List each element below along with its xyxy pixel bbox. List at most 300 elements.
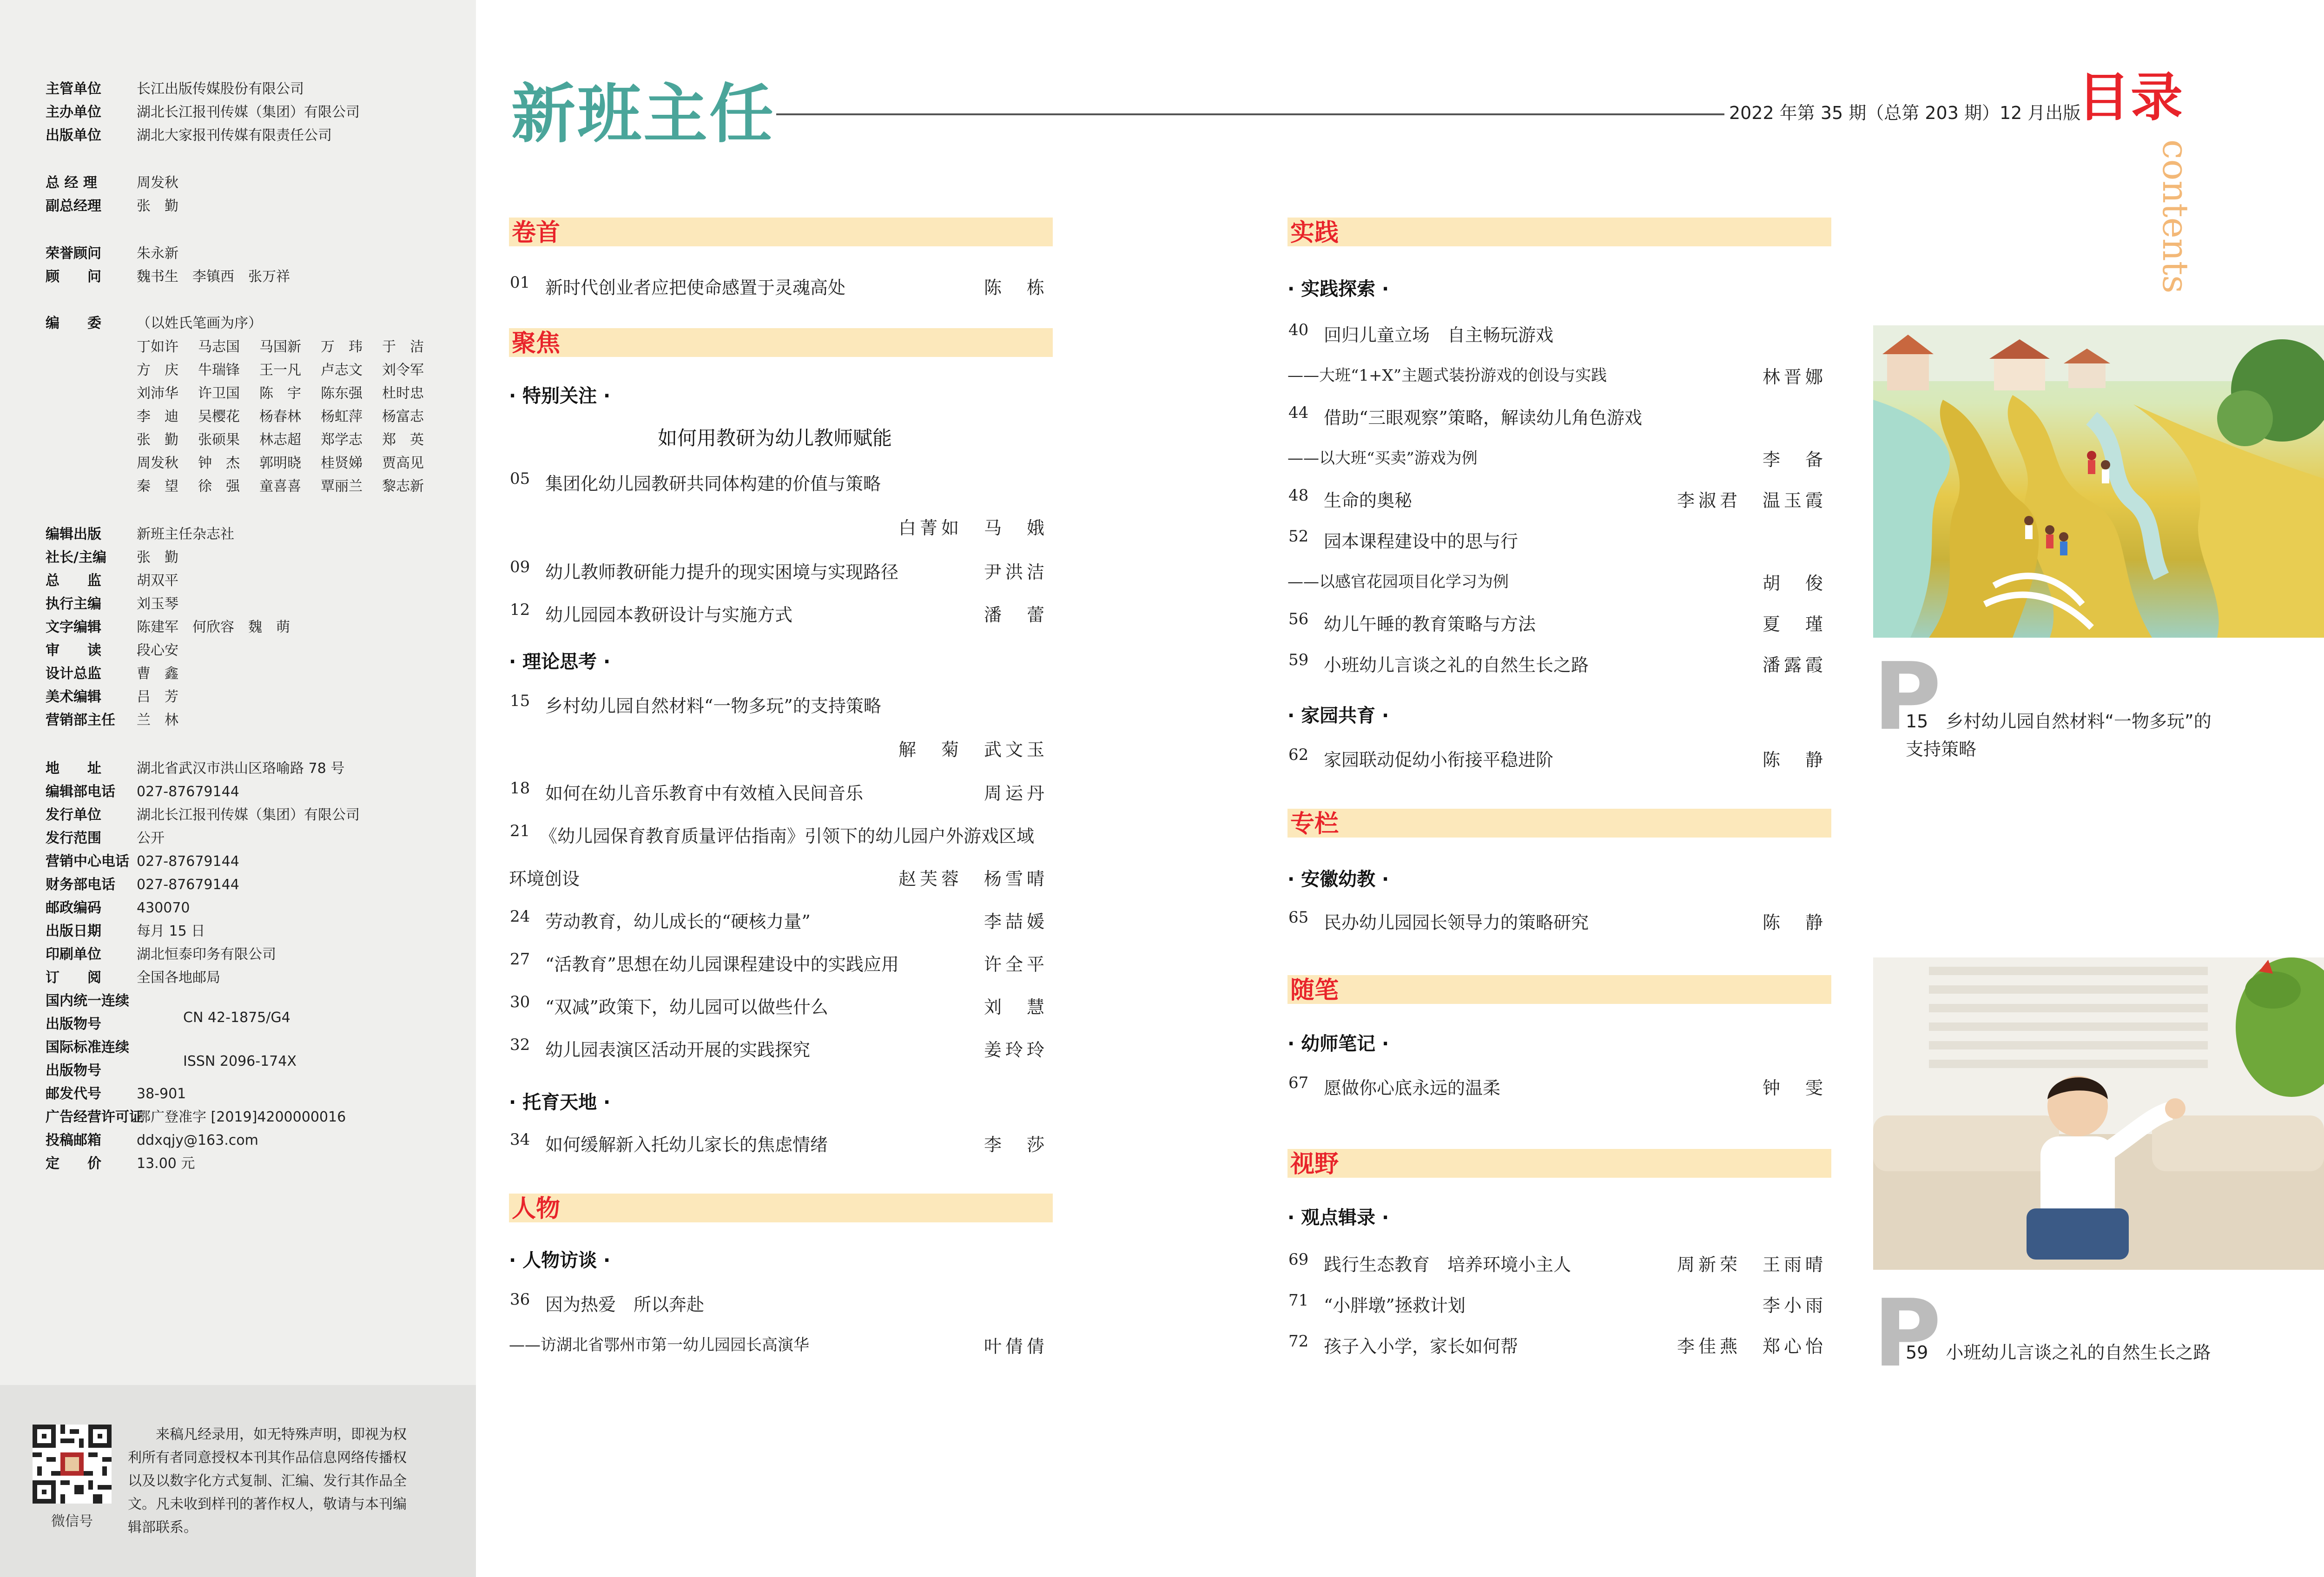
- qr-caption: 微信号: [51, 1513, 93, 1530]
- entry-title: 家园联动促幼小衔接平稳进阶: [1324, 750, 1554, 770]
- village-illustration-icon: [1873, 325, 2324, 638]
- editor-name: 杨春林: [259, 409, 301, 425]
- editor-name: 贾高见: [382, 455, 424, 471]
- entry-author: 陈 栋: [984, 277, 1048, 298]
- info-row: [46, 80, 304, 99]
- info-value: 湖北恒泰印务有限公司: [137, 946, 276, 963]
- section-title: 实践: [1290, 219, 1339, 247]
- info-label: 国际标准连续: [46, 1039, 129, 1056]
- toc-entry[interactable]: [509, 469, 1053, 497]
- editor-name: 周发秋: [137, 455, 178, 471]
- page-number: 44: [1288, 403, 1309, 422]
- entry-title: 回归儿童立场 自主畅玩游戏: [1324, 325, 1554, 345]
- toc-entry[interactable]: [1287, 908, 1831, 936]
- entry-subtitle: ——以大班“买卖”游戏为例: [1287, 449, 1478, 468]
- info-value: ISSN 2096-174X: [183, 1053, 297, 1069]
- info-label: 定 价: [46, 1155, 101, 1172]
- page-number: 09: [510, 558, 530, 576]
- section-title: 视野: [1290, 1150, 1339, 1178]
- toc-entry-subtitle: [1287, 569, 1831, 597]
- entry-author: 林晋娜: [1762, 367, 1827, 387]
- info-value: 长江出版传媒股份有限公司: [137, 81, 304, 97]
- info-value: 027-87679144: [137, 853, 239, 870]
- entry-title: 乡村幼儿园自然材料“一物多玩”的支持策略: [545, 696, 881, 716]
- toc-entry[interactable]: [1287, 610, 1831, 638]
- info-value: 430070: [137, 900, 190, 916]
- info-value: 兰 林: [137, 712, 178, 728]
- info-row: [46, 899, 190, 917]
- entry-title: “小胖墩”拯救计划: [1324, 1295, 1466, 1316]
- info-value: 湖北省武汉市洪山区珞喻路 78 号: [137, 760, 345, 777]
- toc-entry[interactable]: [1287, 1250, 1831, 1278]
- info-label: 总 经 理: [46, 175, 97, 191]
- section-title: 随笔: [1290, 977, 1339, 1004]
- info-value: 湖北长江报刊传媒（集团）有限公司: [137, 104, 360, 120]
- qr-code-icon: [33, 1425, 112, 1504]
- entry-author: 李佳燕 郑心怡: [1677, 1336, 1827, 1357]
- info-value: 38-901: [137, 1086, 186, 1102]
- section-title: 聚焦: [512, 330, 561, 357]
- caption-line: 支持策略: [1906, 739, 1977, 759]
- entry-title: 愿做你心底永远的温柔: [1324, 1078, 1501, 1098]
- toc-entry[interactable]: [509, 907, 1053, 935]
- entry-title: 劳动教育，幼儿成长的“硬核力量”: [545, 911, 811, 932]
- info-row: [183, 1009, 290, 1027]
- info-value: 刘玉琴: [137, 596, 178, 612]
- info-value: 胡双平: [137, 573, 178, 589]
- page-number: 30: [510, 993, 530, 1011]
- page-number: 62: [1288, 746, 1309, 764]
- entry-title: 园本课程建设中的思与行: [1324, 531, 1519, 552]
- info-row: [46, 969, 220, 987]
- editor-name: 张硕果: [198, 432, 240, 448]
- entry-title: 因为热爱 所以奔赴: [545, 1294, 705, 1315]
- info-label: 编辑部电话: [46, 784, 115, 800]
- toc-entry[interactable]: [509, 1130, 1053, 1158]
- info-value: ddxqjy@163.com: [137, 1132, 258, 1148]
- contents-heading: 目录: [2078, 67, 2184, 128]
- editors-row: [137, 359, 443, 382]
- toc-entry[interactable]: [509, 692, 1053, 719]
- subsection-title: · 家园共育 ·: [1287, 705, 1389, 726]
- info-value: 全国各地邮局: [137, 970, 220, 986]
- editor-name: 牛瑞锋: [198, 362, 240, 378]
- info-value: 公开: [137, 830, 165, 846]
- entry-author: 陈 静: [1762, 912, 1827, 933]
- toc-entry-author-line: [509, 514, 1053, 541]
- info-value: 张 勤: [137, 549, 178, 566]
- toc-entry[interactable]: [1287, 486, 1831, 514]
- info-label: 国内统一连续: [46, 993, 129, 1009]
- info-value: 湖北大家报刊传媒有限责任公司: [137, 127, 332, 144]
- toc-entry[interactable]: [509, 558, 1053, 586]
- info-row: [46, 268, 290, 286]
- editor-name: 马国新: [259, 339, 301, 355]
- info-row: [46, 922, 205, 941]
- toc-entry[interactable]: [1287, 1291, 1831, 1319]
- toc-entry[interactable]: [1287, 527, 1831, 555]
- info-value: 新班主任杂志社: [137, 526, 234, 542]
- info-value: 朱永新: [137, 245, 178, 262]
- info-row: [46, 829, 165, 848]
- editor-name: 王一凡: [259, 362, 301, 378]
- caption-p-letter: P: [1873, 1280, 1941, 1388]
- toc-entry-subtitle: [1287, 445, 1831, 473]
- editor-name: 陈 宇: [259, 385, 301, 402]
- toc-entry-author-line: [509, 735, 1053, 763]
- info-label: 文字编辑: [46, 619, 101, 635]
- info-row: [46, 548, 178, 567]
- info-value: 13.00 元: [137, 1155, 195, 1172]
- info-label: 编辑出版: [46, 526, 101, 542]
- info-label: 出版物号: [46, 1016, 101, 1032]
- editor-name: 覃丽兰: [321, 478, 363, 495]
- info-row: [46, 103, 360, 122]
- info-label: 主管单位: [46, 81, 101, 97]
- editor-name: 许卫国: [198, 385, 240, 402]
- info-row: [46, 876, 239, 894]
- editor-name: 杨虹萍: [321, 409, 363, 425]
- info-row: [46, 759, 344, 778]
- header-rule: [776, 113, 1724, 115]
- toc-entry[interactable]: [1287, 321, 1831, 349]
- entry-author: 夏 瑾: [1762, 614, 1827, 634]
- info-value: CN 42-1875/G4: [183, 1010, 290, 1026]
- entry-title: 幼儿午睡的教育策略与方法: [1324, 614, 1536, 634]
- toc-entry[interactable]: [1287, 403, 1831, 431]
- entry-author: 尹洪洁: [984, 562, 1048, 582]
- page-number: 32: [510, 1036, 530, 1054]
- info-row: [46, 665, 178, 683]
- info-label: 广告经营许可证: [46, 1109, 143, 1125]
- info-row: [46, 1131, 258, 1150]
- editors-row: [137, 475, 443, 498]
- subsection-title: · 托育天地 ·: [509, 1092, 611, 1113]
- entry-subtitle: ——以感官花园项目化学习为例: [1287, 573, 1509, 591]
- editors-row: [137, 429, 443, 452]
- info-value: 吕 芳: [137, 689, 178, 705]
- entry-author: 李淑君 温玉霞: [1677, 490, 1827, 511]
- page-number: 65: [1288, 908, 1309, 927]
- info-row: [46, 945, 276, 964]
- page-number: 27: [510, 950, 530, 969]
- toc-entry[interactable]: [1287, 651, 1831, 679]
- entry-title: 孩子入小学，家长如何帮: [1324, 1336, 1519, 1357]
- info-label: 美术编辑: [46, 689, 101, 705]
- info-label: 财务部电话: [46, 877, 115, 893]
- entry-title: “双减”政策下，幼儿园可以做些什么: [545, 997, 828, 1017]
- info-label: 总 监: [46, 573, 101, 589]
- toc-entry[interactable]: [509, 779, 1053, 807]
- entry-author: 刘 慧: [984, 997, 1048, 1017]
- entry-title-continued: 环境创设: [509, 869, 580, 889]
- info-row: [46, 1108, 346, 1127]
- editor-name: 黎志新: [382, 478, 424, 495]
- page-number: 67: [1288, 1074, 1309, 1092]
- entry-author: 陈 静: [1762, 750, 1827, 770]
- subsection-title: · 观点辑录 ·: [1287, 1207, 1389, 1228]
- info-value: 曹 鑫: [137, 666, 178, 682]
- feature-topic: 如何用教研为幼儿教师赋能: [658, 427, 892, 449]
- page-number: 24: [510, 907, 530, 926]
- page-number: 72: [1288, 1332, 1309, 1351]
- entry-subtitle: ——访湖北省鄂州市第一幼儿园园长高演华: [509, 1336, 809, 1354]
- editor-name: 钟 杰: [198, 455, 240, 471]
- info-value: 鄂广登准字 [2019]4200000016: [137, 1109, 346, 1125]
- toc-entry[interactable]: [509, 273, 1053, 301]
- subsection-title: · 理论思考 ·: [509, 651, 611, 673]
- page-number: 01: [510, 273, 530, 292]
- editors-note: （以姓氏笔画为序）: [137, 315, 262, 331]
- toc-entry[interactable]: [509, 993, 1053, 1021]
- info-label: 审 读: [46, 642, 101, 659]
- entry-title: 如何在幼儿音乐教育中有效植入民间音乐: [545, 783, 864, 804]
- section-header: [1287, 1149, 1831, 1178]
- editor-name: 刘令军: [382, 362, 424, 378]
- section-title: 卷首: [512, 219, 561, 247]
- page-number: 71: [1288, 1291, 1309, 1310]
- info-label: 荣誉顾问: [46, 245, 101, 262]
- editor-name: 郭明晓: [259, 455, 301, 471]
- section-title: 专栏: [1290, 810, 1339, 838]
- subsection-title: · 幼师笔记 ·: [1287, 1033, 1389, 1055]
- editors-row: [137, 405, 443, 429]
- section-header: [1287, 809, 1831, 838]
- page-number: 69: [1288, 1250, 1309, 1269]
- section-header: [509, 328, 1053, 357]
- info-label: 出版单位: [46, 127, 101, 144]
- info-label: 社长/主编: [46, 549, 106, 566]
- entry-title: 如何缓解新入托幼儿家长的焦虑情绪: [545, 1135, 828, 1155]
- info-row: [46, 688, 178, 706]
- info-value: 段心安: [137, 642, 178, 659]
- editor-name: 马志国: [198, 339, 240, 355]
- editor-name: 林志超: [259, 432, 301, 448]
- info-row: [46, 783, 239, 801]
- page-number: 36: [510, 1290, 530, 1309]
- info-row: [46, 1085, 186, 1103]
- page-number: 12: [510, 600, 530, 619]
- entry-title: 《幼儿园保育教育质量评估指南》引领下的幼儿园户外游戏区域: [540, 826, 1035, 846]
- info-row: [46, 572, 178, 590]
- issue-info: 2022 年第 35 期（总第 203 期）12 月出版: [1729, 103, 2081, 123]
- info-value: 魏书生 李镇西 张万祥: [137, 269, 290, 285]
- section-header: [509, 218, 1053, 246]
- info-label: 顾 问: [46, 269, 101, 285]
- entry-author: 叶倩倩: [984, 1336, 1048, 1357]
- entry-author: 姜玲玲: [984, 1040, 1048, 1060]
- info-value: 陈建军 何欣容 魏 萌: [137, 619, 290, 635]
- toc-entry[interactable]: [509, 822, 1053, 850]
- info-value: 周发秋: [137, 175, 178, 191]
- info-row: [46, 806, 360, 825]
- subsection-title: · 特别关注 ·: [509, 385, 611, 407]
- entry-subtitle: ——大班“1+X”主题式装扮游戏的创设与实践: [1287, 366, 1607, 385]
- entry-author: 赵芙蓉 杨雪晴: [898, 869, 1048, 889]
- info-row: [183, 1052, 297, 1071]
- editors-row: [137, 382, 443, 405]
- info-row: [46, 1015, 137, 1034]
- editor-name: 张 勤: [137, 432, 178, 448]
- editor-name: 秦 望: [137, 478, 178, 495]
- info-row: [46, 992, 137, 1010]
- editor-name: 于 洁: [382, 339, 424, 355]
- info-row: [46, 1155, 195, 1173]
- toc-entry[interactable]: [1287, 746, 1831, 773]
- info-label: 地 址: [46, 760, 101, 777]
- editor-name: 郑学志: [321, 432, 363, 448]
- toc-entry-subtitle: [1287, 363, 1831, 390]
- entry-title: 集团化幼儿园教研共同体构建的价值与策略: [545, 474, 881, 494]
- info-row: [46, 618, 290, 637]
- info-value: 每月 15 日: [137, 923, 205, 939]
- copyright-disclaimer: 来稿凡经录用，如无特殊声明，即视为权利所有者同意授权本刊其作品信息网络传播权以及以数字化方式复制、汇编、发行其作品全文。凡未收到样刊的著作权人，敬请与本刊编辑部联系。: [128, 1426, 407, 1536]
- info-label: 邮政编码: [46, 900, 101, 916]
- info-label: 订 阅: [46, 970, 101, 986]
- info-row: [46, 126, 332, 145]
- info-row: [46, 174, 178, 192]
- entry-title: 小班幼儿言谈之礼的自然生长之路: [1324, 655, 1589, 675]
- entry-author: 周新荣 王雨晴: [1677, 1254, 1827, 1275]
- info-label: 设计总监: [46, 666, 101, 682]
- info-row: [46, 852, 239, 871]
- editor-name: 桂贤娣: [321, 455, 363, 471]
- toc-entry[interactable]: [1287, 1074, 1831, 1102]
- info-row: [46, 244, 178, 263]
- info-value: 027-87679144: [137, 784, 239, 800]
- editor-name: 陈东强: [321, 385, 363, 402]
- info-label: 主办单位: [46, 104, 101, 120]
- editor-name: 杜时忠: [382, 385, 424, 402]
- boy-photo-icon: [1873, 957, 2324, 1270]
- entry-title: “活教育”思想在幼儿园课程建设中的实践应用: [545, 954, 899, 975]
- page-number: 40: [1288, 321, 1309, 339]
- info-label: 出版日期: [46, 923, 101, 939]
- page-number: 59: [1288, 651, 1309, 669]
- entry-title: 幼儿教师教研能力提升的现实困境与实现路径: [545, 562, 899, 582]
- page-number: 18: [510, 779, 530, 798]
- page-number: 15: [510, 692, 530, 710]
- subsection-title: · 安徽幼教 ·: [1287, 869, 1389, 890]
- info-row: [46, 1062, 137, 1080]
- image-caption: [1906, 1339, 2268, 1366]
- editors-grid: [137, 336, 443, 498]
- info-row: [46, 641, 178, 660]
- page-number: 21: [510, 822, 530, 840]
- masthead-sidebar: [0, 0, 476, 1577]
- toc-entry[interactable]: [509, 1290, 1053, 1318]
- entry-author: 白菁如 马 娥: [898, 518, 1048, 538]
- editor-name: 李 迪: [137, 409, 178, 425]
- toc-entry[interactable]: [509, 600, 1053, 628]
- caption-line: 15 乡村幼儿园自然材料“一物多玩”的: [1906, 711, 2212, 732]
- editor-name: 卢志文: [321, 362, 363, 378]
- info-row: [46, 711, 178, 730]
- editor-name: 郑 英: [382, 432, 424, 448]
- info-label: 出版物号: [46, 1062, 101, 1079]
- info-row: [46, 197, 178, 216]
- info-row: [46, 314, 262, 333]
- entry-title: 幼儿园园本教研设计与实施方式: [545, 605, 793, 625]
- page-number: 52: [1288, 527, 1309, 546]
- entry-title: 幼儿园表演区活动开展的实践探究: [545, 1040, 811, 1060]
- info-row: [46, 595, 178, 614]
- page-number: 34: [510, 1130, 530, 1149]
- entry-author: 李小雨: [1762, 1295, 1827, 1316]
- entry-author: 解 菊 武文玉: [898, 739, 1048, 760]
- editor-name: 徐 强: [198, 478, 240, 495]
- contents-vertical-word: contents: [2155, 139, 2196, 294]
- info-label: 印刷单位: [46, 946, 101, 963]
- photo-boy-on-sofa: [1873, 957, 2324, 1270]
- info-value: 027-87679144: [137, 877, 239, 893]
- editor-name: 万 玮: [321, 339, 363, 355]
- entry-author: 周运丹: [984, 783, 1048, 804]
- toc-entry[interactable]: [509, 950, 1053, 978]
- toc-entry-subtitle: [509, 1332, 1053, 1360]
- section-header: [1287, 218, 1831, 246]
- caption-p-letter: P: [1873, 643, 1941, 751]
- entry-author: 许全平: [984, 954, 1048, 975]
- entry-author: 李 莎: [984, 1135, 1048, 1155]
- entry-author: 钟 雯: [1762, 1078, 1827, 1098]
- entry-title: 新时代创业者应把使命感置于灵魂高处: [545, 277, 846, 298]
- info-label: 发行单位: [46, 807, 101, 823]
- info-label: 执行主编: [46, 596, 101, 612]
- entry-title: 生命的奥秘: [1324, 490, 1413, 511]
- page-number: 05: [510, 469, 530, 488]
- editor-name: 童喜喜: [259, 478, 301, 495]
- info-label: 发行范围: [46, 830, 101, 846]
- subsection-title: · 人物访谈 ·: [509, 1250, 611, 1271]
- page-number: 56: [1288, 610, 1309, 628]
- illustration-village-fields: [1873, 325, 2324, 638]
- editor-name: 吴樱花: [198, 409, 240, 425]
- editor-name: 方 庆: [137, 362, 178, 378]
- section-header: [1287, 975, 1831, 1004]
- info-value: 湖北长江报刊传媒（集团）有限公司: [137, 807, 360, 823]
- toc-entry[interactable]: [509, 1036, 1053, 1063]
- page-number: 48: [1288, 486, 1309, 505]
- entry-title: 践行生态教育 培养环境小主人: [1324, 1254, 1571, 1275]
- editor-name: 杨富志: [382, 409, 424, 425]
- info-label: 投稿邮箱: [46, 1132, 101, 1148]
- entry-author: 胡 俊: [1762, 573, 1827, 594]
- info-row: [46, 1038, 137, 1057]
- entry-title: 民办幼儿园园长领导力的策略研究: [1324, 912, 1589, 933]
- section-title: 人物: [512, 1195, 561, 1223]
- section-header: [509, 1194, 1053, 1222]
- info-label: 编 委: [46, 315, 101, 331]
- editor-name: 刘沛华: [137, 385, 178, 402]
- editors-row: [137, 336, 443, 359]
- info-row: [46, 525, 234, 544]
- toc-entry-continued: [509, 864, 1053, 892]
- info-label: 营销中心电话: [46, 853, 129, 870]
- magazine-title: 新班主任: [511, 76, 776, 152]
- toc-entry[interactable]: [1287, 1332, 1831, 1360]
- entry-author: 潘露霞: [1762, 655, 1827, 675]
- entry-author: 潘 蕾: [984, 605, 1048, 625]
- subsection-title: · 实践探索 ·: [1287, 278, 1389, 300]
- editor-name: 丁如许: [137, 339, 178, 355]
- wechat-qr-code[interactable]: [33, 1425, 112, 1504]
- editors-row: [137, 452, 443, 475]
- info-value: 张 勤: [137, 198, 178, 214]
- image-caption: [1906, 707, 2268, 763]
- entry-author: 李 备: [1762, 449, 1827, 470]
- info-label: 营销部主任: [46, 712, 115, 728]
